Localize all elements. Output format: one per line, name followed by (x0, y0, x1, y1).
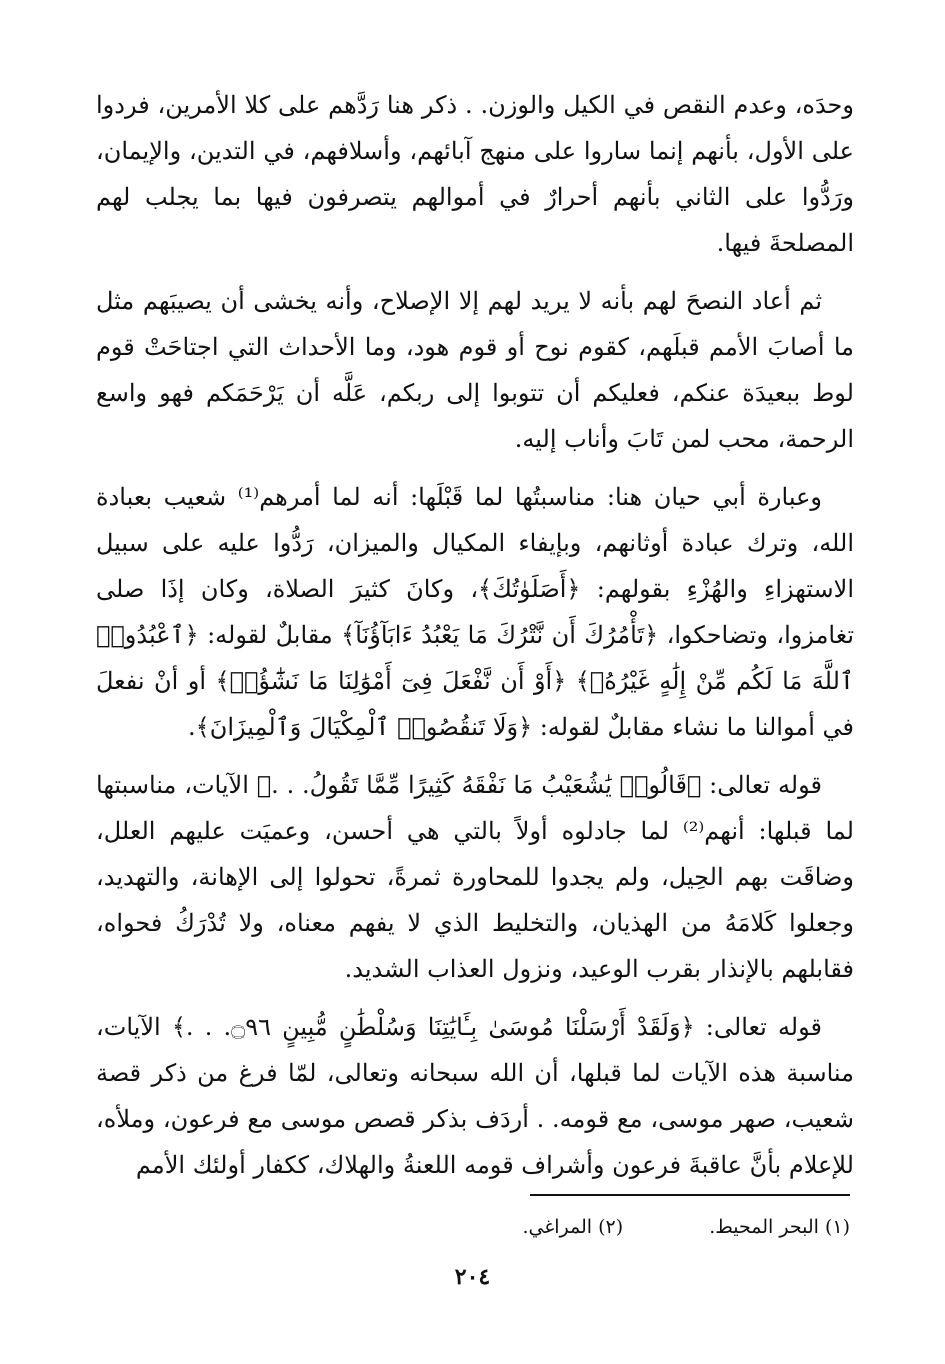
paragraph-5: قوله تعالى: ﴿وَلَقَدْ أَرْسَلْنَا مُوسَىٰ بِـَٔايَٰتِنَا وَسُلْطَٰنٍ مُّبِينٍ ۝٩٦. . .﴾ الآيات، مناسبة هذه الآيات لما قبلها، أن الله سبحانه وتعالى، لمّا فرغ من ذكر قصة شعيب، صهر موسى، مع قومه. . أردَف بذكر قصص موسى مع فرعون، وملأه، للإعلام بأنَّ عاقبةَ فرعون وأشراف قومه اللعنةُ والهلاك، ككفار أولئك الأمم (96, 1013, 854, 1179)
paragraph-1: وحدَه، وعدم النقص في الكيل والوزن. . ذكر هنا رَدَّهم على كلا الأمرين، فردوا على الأول، بأنهم إنما ساروا على منهج آبائهم، وأسلافهم، في التدين، والإيمان، ورَدُّوا على الثاني بأنهم أحرارٌ في أموالهم يتصرفون فيها بما يجلب لهم المصلحةَ فيها. (96, 91, 854, 257)
footnote-2: (٢) المراغي. (522, 1216, 624, 1238)
footnotes (300, 1212, 850, 1242)
page-body (96, 82, 854, 1200)
footnote-separator (530, 1194, 850, 1196)
paragraph-2: ثم أعاد النصحَ لهم بأنه لا يريد لهم إلا الإصلاح، وأنه يخشى أن يصيبَهم مثل ما أصابَ الأمم قبلَهم، كقوم نوح أو قوم هود، وما الأحداث التي اجتاحَتْ قوم لوط ببعيدَة عنكم، فعليكم أن تتوبوا إلى ربكم، عَلَّه أن يَرْحَمَكم فهو واسع الرحمة، محب لمن تَابَ وأناب إليه. (96, 287, 854, 453)
page-number: ٢٠٤ (454, 1264, 491, 1290)
paragraph-3: وعبارة أبي حيان هنا: مناسبتُها لما قَبْلَها: أنه لما أمرهم⁽¹⁾ شعيب بعبادة الله، وترك عبادة أوثانهم، وبإيفاء المكيال والميزان، رَدُّوا عليه على سبيل الاستهزاءِ والهُزْءِ بقولهم: ﴿أَصَلَوٰتُكَ﴾، وكانَ كثيرَ الصلاة، وكان إذَا صلى تغامزوا، وتضاحكوا، ﴿تَأْمُرُكَ أَن نَّتْرُكَ مَا يَعْبُدُ ءَابَآؤُنَآ﴾ مقابلٌ لقوله: ﴿ٱعْبُدُوا۟ ٱللَّهَ مَا لَكُم مِّنْ إِلَٰهٍ غَيْرُهُۥ﴾ ﴿أَوْ أَن نَّفْعَلَ فِىٓ أَمْوَٰلِنَا مَا نَشَٰٓؤُا۟﴾ أو أنْ نفعلَ في أموالنا ما نشاء مقابلٌ لقوله: ﴿وَلَا تَنقُصُوا۟ ٱلْمِكْيَالَ وَٱلْمِيزَانَ﴾. (96, 483, 854, 741)
footnote-1: (١) البحر المحيط. (709, 1216, 850, 1238)
paragraph-4: قوله تعالى: ﴿قَالُوا۟ يَٰشُعَيْبُ مَا نَفْقَهُ كَثِيرًا مِّمَّا تَقُولُ. . .﴾ الآيات، مناسبتها لما قبلها: أنهم⁽²⁾ لما جادلوه أولاً بالتي هي أحسن، وعميَت عليهم العلل، وضاقَت بهم الحِيل، ولم يجدوا للمحاورة ثمرةً، تحولوا إلى الإهانة، والتهديد، وجعلوا كَلامَهُ من الهذيان، والتخليط الذي لا يفهم معناه، ولا تُدْرَكُ فحواه، فقابلهم بالإنذار بقرب الوعيد، ونزول العذاب الشديد. (96, 771, 855, 983)
